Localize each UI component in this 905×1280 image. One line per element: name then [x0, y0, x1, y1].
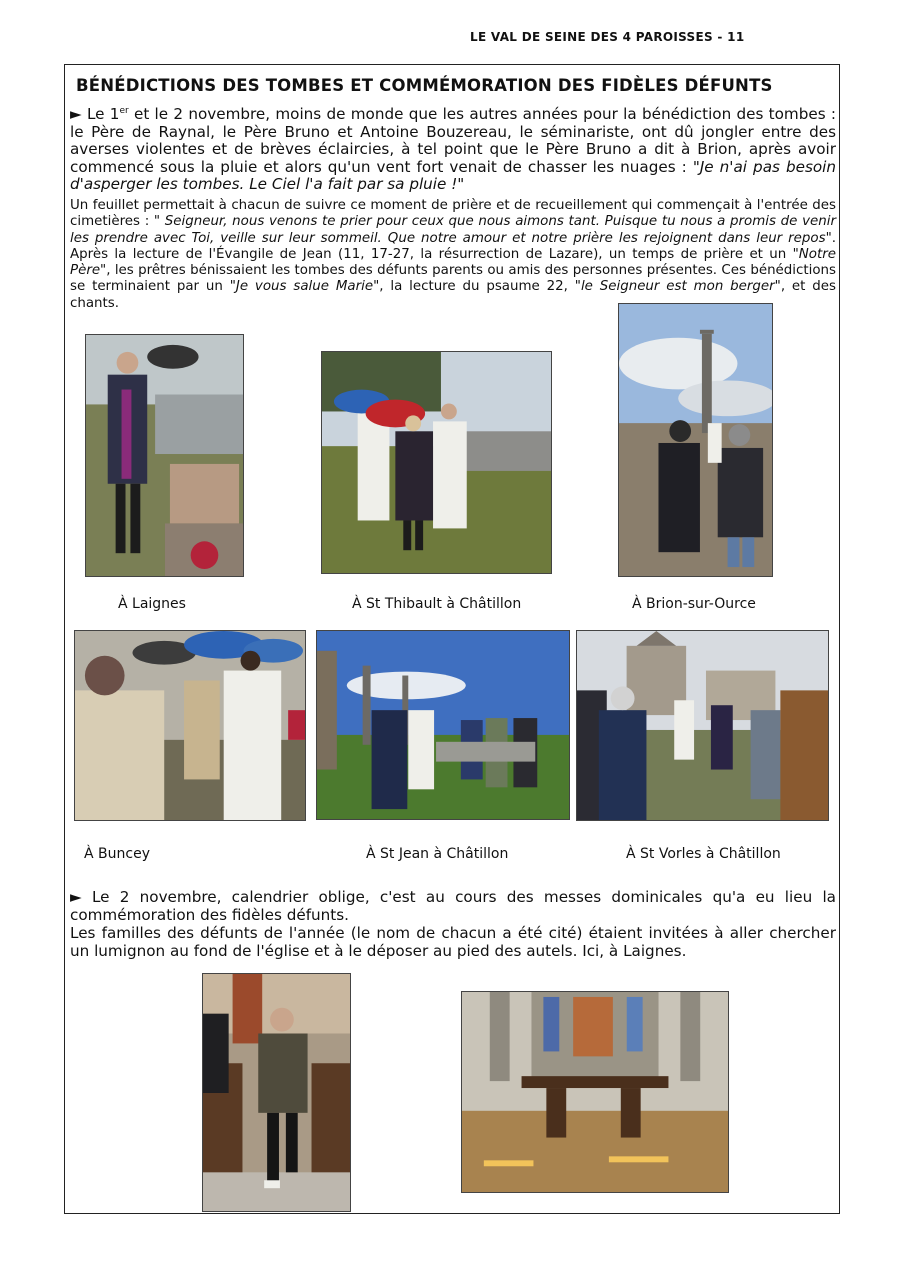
- p1-quote: "Je n'ai pas besoin d'asperger les tombes. Le Ciel l'a fait par sa pluie !": [70, 157, 837, 193]
- photo-church-procession: [202, 973, 351, 1212]
- p2-text-3: , les prêtres bénissaient les tombes des défunts parents ou amis des personnes présentes. Ces bénédictions se terminaient par un: [70, 263, 836, 295]
- p2-je-vous-salue: "Je vous salue Marie": [229, 279, 380, 295]
- arrow-right-icon: ►: [70, 105, 87, 123]
- p2-text-5: , et des chants.: [70, 279, 836, 311]
- p2-prayer-quote: Seigneur, nous venons te prier pour ceux que nous aimons tant. Puisque tu nous a promis de venir les prendre avec Toi, veille sur leur sommeil. Que notre amour et notre prière les rejoignent dans leur repos: [70, 214, 836, 246]
- caption-st-thibault: À St Thibault à Châtillon: [352, 596, 522, 612]
- caption-buncey: À Buncey: [84, 846, 150, 862]
- caption-laignes: À Laignes: [118, 596, 186, 612]
- p1-text-body: et le 2 novembre, moins de monde que les autres années pour la bénédiction des tombes : le Père de Raynal, le Père Bruno et Antoine Bouzereau, le séminariste, ont dû jongler entre des averses violentes et de brèves éclaircies, à tel point que le Père Bruno a dit à Brion, après avoir commencé sous la pluie et alors qu'un vent fort venait de chasser les nuages :: [70, 105, 837, 176]
- paragraph-families: [70, 924, 836, 960]
- photo-st-thibault: [321, 351, 552, 574]
- p2-text-2: ". Après la lecture de l'Évangile de Jean (11, 17-27, la résurrection de Lazare), un temps de prière et un: [70, 230, 836, 262]
- caption-brion: À Brion-sur-Ource: [632, 596, 756, 612]
- p2-text-4: , la lecture du psaume 22,: [379, 279, 575, 295]
- caption-st-vorles: À St Vorles à Châtillon: [626, 846, 781, 862]
- paragraph-commemoration: [70, 888, 836, 924]
- running-header: LE VAL DE SEINE DES 4 PAROISSES - 11: [470, 30, 745, 44]
- caption-st-jean: À St Jean à Châtillon: [366, 846, 509, 862]
- photo-st-jean: [316, 630, 570, 820]
- p3-text: Le 2 novembre, calendrier oblige, c'est au cours des messes dominicales qu'a eu lieu la commémoration des fidèles défunts.: [70, 888, 836, 924]
- p2-notre-pere: "Notre Père": [70, 246, 836, 279]
- photo-brion: [618, 303, 773, 577]
- p1-superscript: er: [119, 105, 129, 116]
- p2-text-1: Un feuillet permettait à chacun de suivre ce moment de prière et de recueillement qui commençait à l'entrée des cimetières : ": [70, 198, 836, 230]
- paragraph-prayer-leaflet: [70, 198, 836, 312]
- p2-psaume: "le Seigneur est mon berger": [574, 279, 781, 295]
- article-title: BÉNÉDICTIONS DES TOMBES ET COMMÉMORATION DES FIDÈLES DÉFUNTS: [76, 76, 773, 95]
- photo-laignes: [85, 334, 244, 577]
- paragraph-blessing-intro: [70, 106, 836, 194]
- photo-st-vorles: [576, 630, 829, 821]
- p1-text-start: Le 1: [86, 105, 120, 123]
- p4-text: Les familles des défunts de l'année (le nom de chacun a été cité) étaient invitées à aller chercher un lumignon au fond de l'église et à le déposer au pied des autels. Ici, à Laignes.: [70, 924, 836, 960]
- photo-buncey: [74, 630, 306, 821]
- arrow-right-icon: ►: [70, 888, 92, 906]
- photo-altar-candles: [461, 991, 729, 1193]
